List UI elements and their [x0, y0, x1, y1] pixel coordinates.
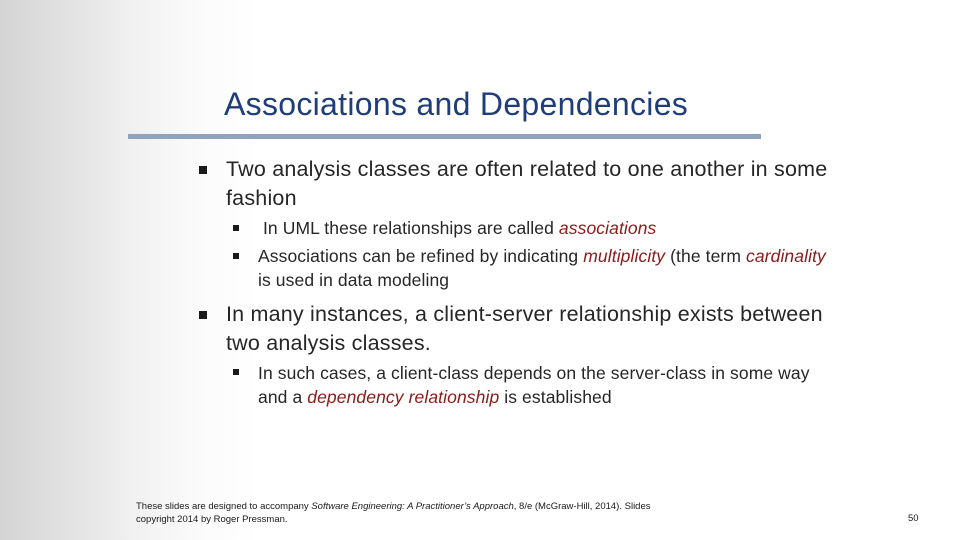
bullet-2-line-2: two analysis classes. [226, 331, 431, 355]
sub-bullet-2-1-line-2 [258, 385, 810, 409]
bullet-2-text [226, 300, 823, 358]
sub-bullet-square-icon [233, 253, 239, 259]
bullet-1-text [226, 155, 827, 213]
bullet-1-line-1: Two analysis classes are often related to one another in some [226, 157, 828, 181]
sub-bullet-1-1-emphasis: associations [558, 218, 657, 238]
sub-bullet-1-2-emphasis-cardinality: cardinality [746, 246, 826, 266]
page-number: 50 [908, 513, 919, 524]
sub-bullet-square-icon [233, 225, 239, 231]
sub-bullet-1-2-plain: Associations can be refined by indicating [258, 246, 584, 266]
slide-footer [136, 501, 736, 526]
sub-bullet-2-1-text [258, 361, 810, 409]
title-underline [128, 134, 761, 139]
sub-bullet-1-2-line-2: is used in data modeling [258, 270, 450, 290]
footer-book-title: Software Engineering: A Practitioner’s Approach [311, 501, 514, 512]
sub-bullet-2-1-line-1: In such cases, a client-class depends on the server-class in some way [258, 363, 810, 383]
footer-plain-post: , 8/e (McGraw-Hill, 2014). Slides [513, 501, 651, 512]
sub-bullet-2-1-plain: and a [258, 387, 308, 407]
sub-bullet-1-1-plain: In UML these relationships are called [258, 218, 559, 238]
bullet-square-icon [199, 311, 207, 319]
footer-plain: These slides are designed to accompany [136, 501, 312, 512]
footer-line-2: copyright 2014 by Roger Pressman. [136, 513, 288, 525]
bullet-square-icon [199, 166, 207, 174]
sub-bullet-1-1-text [258, 216, 656, 240]
footer-line-1 [136, 501, 736, 514]
sub-bullet-1-2-text [258, 244, 826, 292]
sub-bullet-square-icon [233, 369, 239, 375]
bullet-1-line-2: fashion [226, 186, 297, 210]
sub-bullet-1-2-emphasis-multiplicity: multiplicity [583, 246, 666, 266]
sub-bullet-2-1-plain-post: is established [499, 387, 612, 407]
slide-title: Associations and Dependencies [224, 86, 689, 122]
sub-bullet-1-2-line-1 [258, 244, 826, 268]
sub-bullet-2-1-emphasis: dependency relationship [307, 387, 500, 407]
bullet-2-line-1: In many instances, a client-server relationship exists between [226, 302, 823, 326]
sub-bullet-1-2-plain-mid: (the term [665, 246, 746, 266]
